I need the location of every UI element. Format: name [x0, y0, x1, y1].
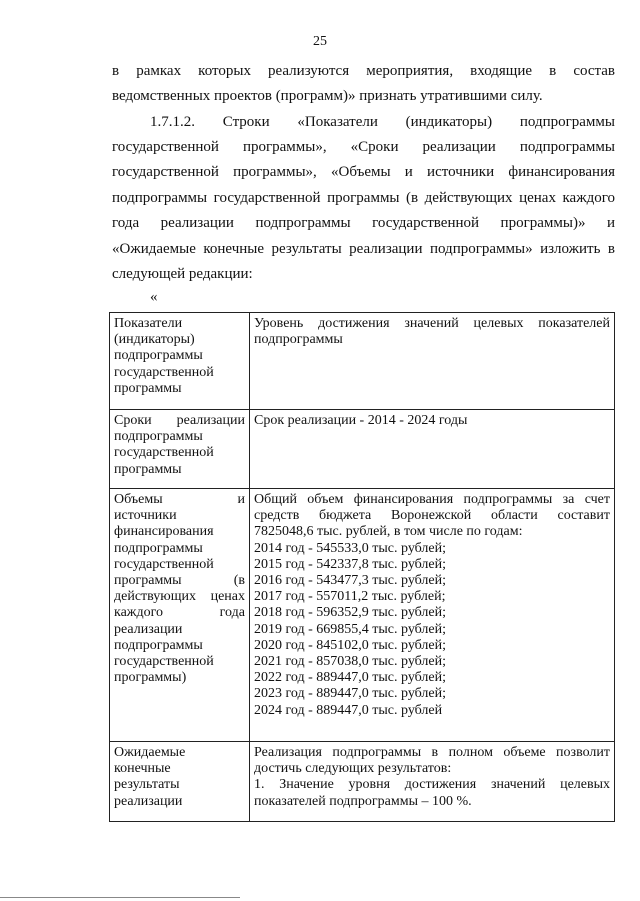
label-line: реализации [114, 621, 183, 637]
label-line: каждого года [114, 605, 245, 621]
funding-year-item: 2018 год - 596352,9 тыс. рублей; [254, 605, 447, 621]
paragraph-2-line: «Ожидаемые конечные результаты реализации подпрограммы» изложить в [112, 241, 615, 257]
paragraph-1-line-1: в рамках которых реализуются мероприятия, входящие в состав [112, 63, 615, 79]
funding-year-item: 2017 год - 557011,2 тыс. рублей; [254, 589, 446, 605]
funding-year-item: 2014 год - 545533,0 тыс. рублей; [254, 540, 447, 556]
row-label-results [110, 742, 250, 822]
label-line: программы (в [114, 573, 245, 589]
funding-intro-line: 7825048,6 тыс. рублей, в том числе по годам: [254, 524, 523, 540]
funding-year-item: 2021 год - 857038,0 тыс. рублей; [254, 654, 447, 670]
results-line: достичь следующих результатов: [254, 761, 452, 777]
paragraph-1-line-2: ведомственных проектов (программ)» признать утратившими силу. [112, 88, 543, 104]
open-quote: « [150, 289, 158, 305]
results-line: Реализация подпрограммы в полном объеме позволит [254, 745, 610, 760]
row-value-terms: Срок реализации - 2014 - 2024 годы [250, 410, 615, 489]
label-line: реализации [114, 793, 183, 809]
funding-year-item: 2015 год - 542337,8 тыс. рублей; [254, 556, 447, 572]
funding-year-item: 2024 год - 889447,0 тыс. рублей [254, 702, 443, 718]
row-value-indicators: Уровень достижения значений целевых показателей подпрограммы [250, 313, 615, 410]
results-line: показателей подпрограммы – 100 %. [254, 793, 472, 809]
label-line: Объемы и [114, 492, 245, 507]
funding-year-item: 2023 год - 889447,0 тыс. рублей; [254, 686, 447, 702]
paragraph-2-line: государственной программы», «Сроки реализации подпрограммы [112, 139, 615, 155]
paragraph-2-line: подпрограммы государственной программы (в действующих ценах каждого [112, 190, 615, 206]
label-line: конечные [114, 761, 171, 777]
bottom-rule [0, 897, 240, 898]
row-label-funding [110, 489, 250, 742]
label-line: финансирования [114, 524, 214, 540]
paragraph-2-line: государственной программы», «Объемы и источники финансирования [112, 164, 615, 180]
funding-year-item: 2022 год - 889447,0 тыс. рублей; [254, 670, 447, 686]
results-line: 1. Значение уровня достижения значений целевых [254, 777, 610, 793]
table-row [110, 489, 615, 742]
page-number: 25 [313, 34, 327, 49]
table-row [110, 313, 615, 410]
funding-intro-line: Общий объем финансирования подпрограммы за счет [254, 492, 610, 507]
subprogram-passport-table [109, 312, 615, 822]
funding-intro-line: средств бюджета Воронежской области составит [254, 508, 610, 524]
label-line: источники [114, 508, 177, 524]
label-line: программы [114, 461, 182, 477]
paragraph-2-line: года реализации подпрограммы государственной программы)» и [112, 215, 615, 231]
paragraph-2-line: следующей редакции: [112, 266, 253, 282]
row-value-results [250, 742, 615, 822]
funding-year-item: 2019 год - 669855,4 тыс. рублей; [254, 621, 447, 637]
label-line: программы) [114, 670, 187, 686]
label-line: Сроки реализации [114, 413, 245, 428]
label-line: государственной [114, 654, 214, 670]
row-value-funding [250, 489, 615, 742]
label-line: государственной [114, 445, 214, 461]
funding-year-item: 2016 год - 543477,3 тыс. рублей; [254, 573, 447, 589]
row-label-terms [110, 410, 250, 489]
label-line: результаты [114, 777, 180, 793]
label-line: подпрограммы [114, 540, 203, 556]
label-line: действующих ценах [114, 589, 245, 605]
row-label-indicators: Показатели (индикаторы) подпрограммы государственной программы [110, 313, 250, 410]
table-row [110, 742, 615, 822]
label-line: подпрограммы [114, 637, 203, 653]
label-line: Ожидаемые [114, 745, 186, 760]
paragraph-2-line: 1.7.1.2. Строки «Показатели (индикаторы) подпрограммы [150, 114, 615, 130]
label-line: государственной [114, 556, 214, 572]
funding-year-item: 2020 год - 845102,0 тыс. рублей; [254, 637, 447, 653]
label-line: подпрограммы [114, 429, 203, 445]
table-row [110, 410, 615, 489]
